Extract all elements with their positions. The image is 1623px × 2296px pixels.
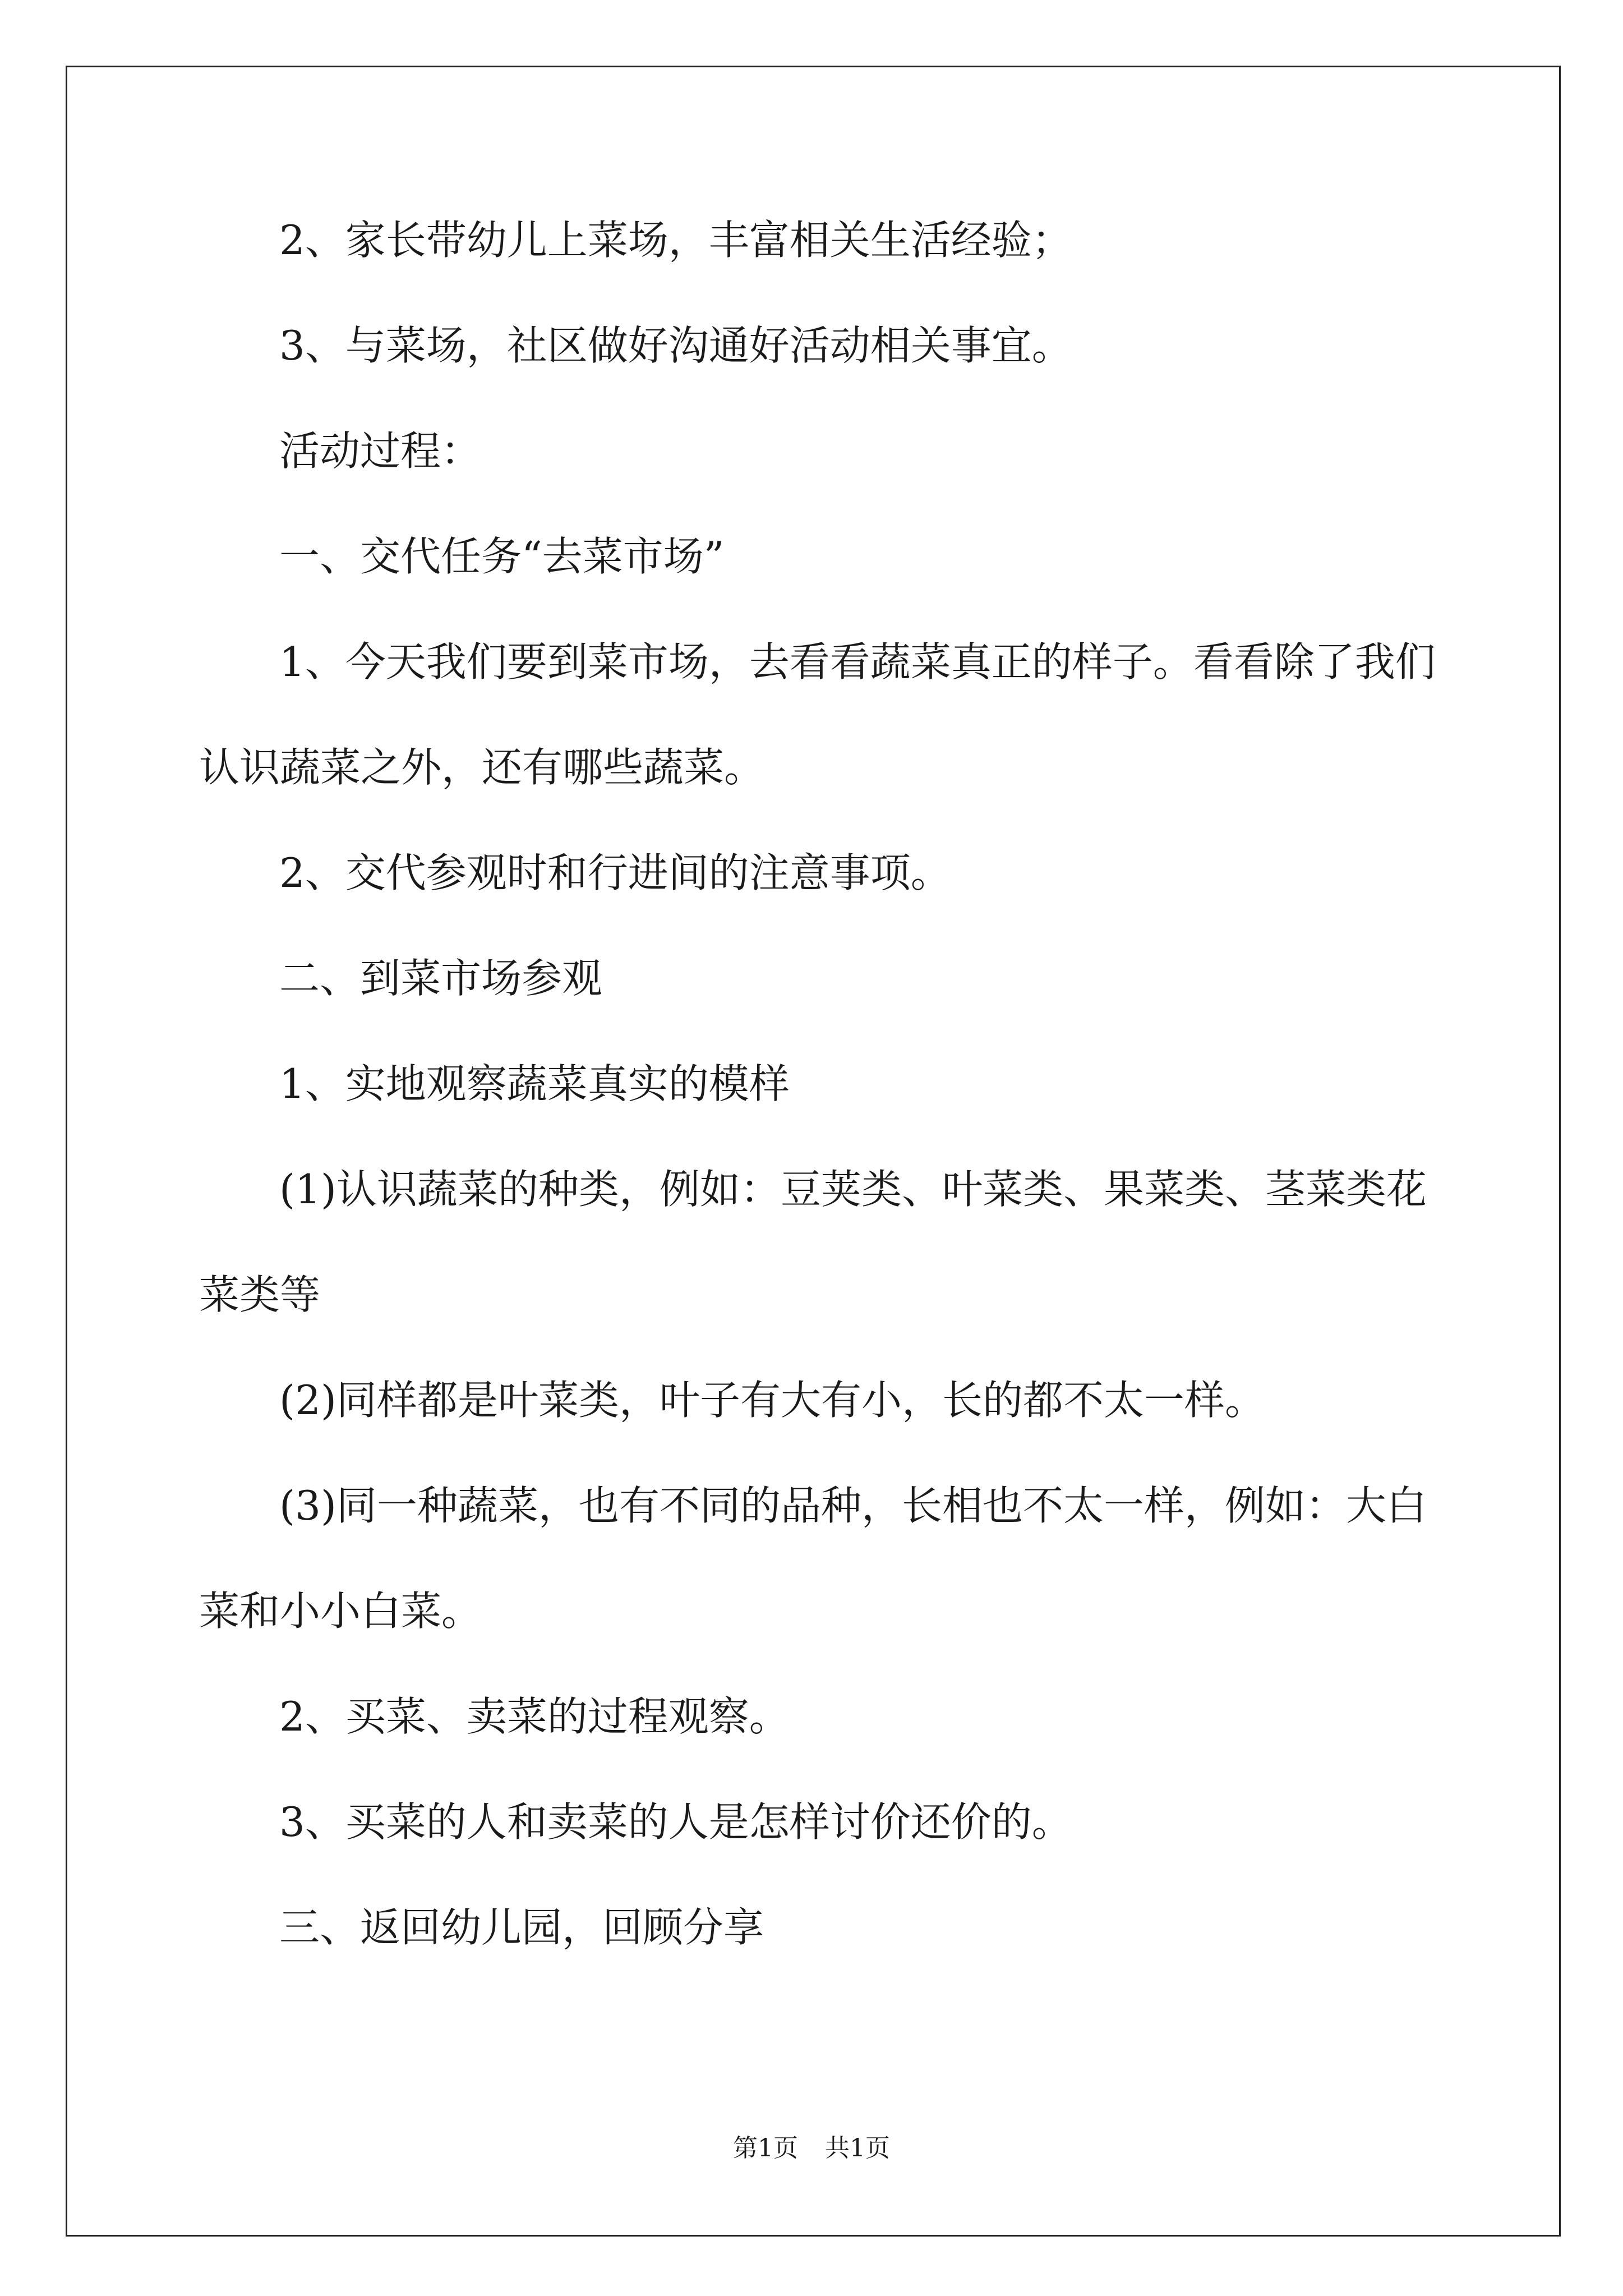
- paragraph-12: 2、买菜、卖菜的过程观察。: [279, 1693, 790, 1740]
- page-total: 共1页: [825, 2134, 890, 2162]
- paragraph-4: 一、交代任务“去菜市场”: [279, 533, 725, 580]
- paragraph-9-line-1: (1)认识蔬菜的种类，例如：豆荚类、叶菜类、果菜类、茎菜类花: [279, 1166, 1427, 1213]
- paragraph-11-line-1: (3)同一种蔬菜，也有不同的品种，长相也不太一样，例如：大白: [279, 1482, 1427, 1529]
- paragraph-6: 2、交代参观时和行进间的注意事项。: [279, 849, 951, 896]
- paragraph-1: 2、家长带幼儿上菜场，丰富相关生活经验；: [279, 217, 1072, 264]
- paragraph-7: 二、到菜市场参观: [279, 955, 603, 1002]
- page-number: 第1页: [733, 2134, 798, 2162]
- paragraph-5-line-1: 1、今天我们要到菜市场，去看看蔬菜真正的样子。看看除了我们: [279, 638, 1436, 685]
- document-body: [199, 213, 1436, 1954]
- paragraph-11-line-2: 菜和小小白菜。: [199, 1588, 482, 1635]
- paragraph-2: 3、与菜场，社区做好沟通好活动相关事宜。: [279, 322, 1072, 369]
- paragraph-8: 1、实地观察蔬菜真实的模样: [279, 1060, 790, 1107]
- page-footer: [0, 2132, 1623, 2165]
- paragraph-9-line-2: 菜类等: [199, 1271, 321, 1318]
- paragraph-13: 3、买菜的人和卖菜的人是怎样讨价还价的。: [279, 1798, 1072, 1846]
- paragraph-3: 活动过程：: [279, 427, 482, 475]
- paragraph-14: 三、返回幼儿园，回顾分享: [279, 1904, 764, 1951]
- paragraph-10: (2)同样都是叶菜类，叶子有大有小，长的都不太一样。: [279, 1377, 1265, 1424]
- paragraph-5-line-2: 认识蔬菜之外，还有哪些蔬菜。: [199, 744, 765, 791]
